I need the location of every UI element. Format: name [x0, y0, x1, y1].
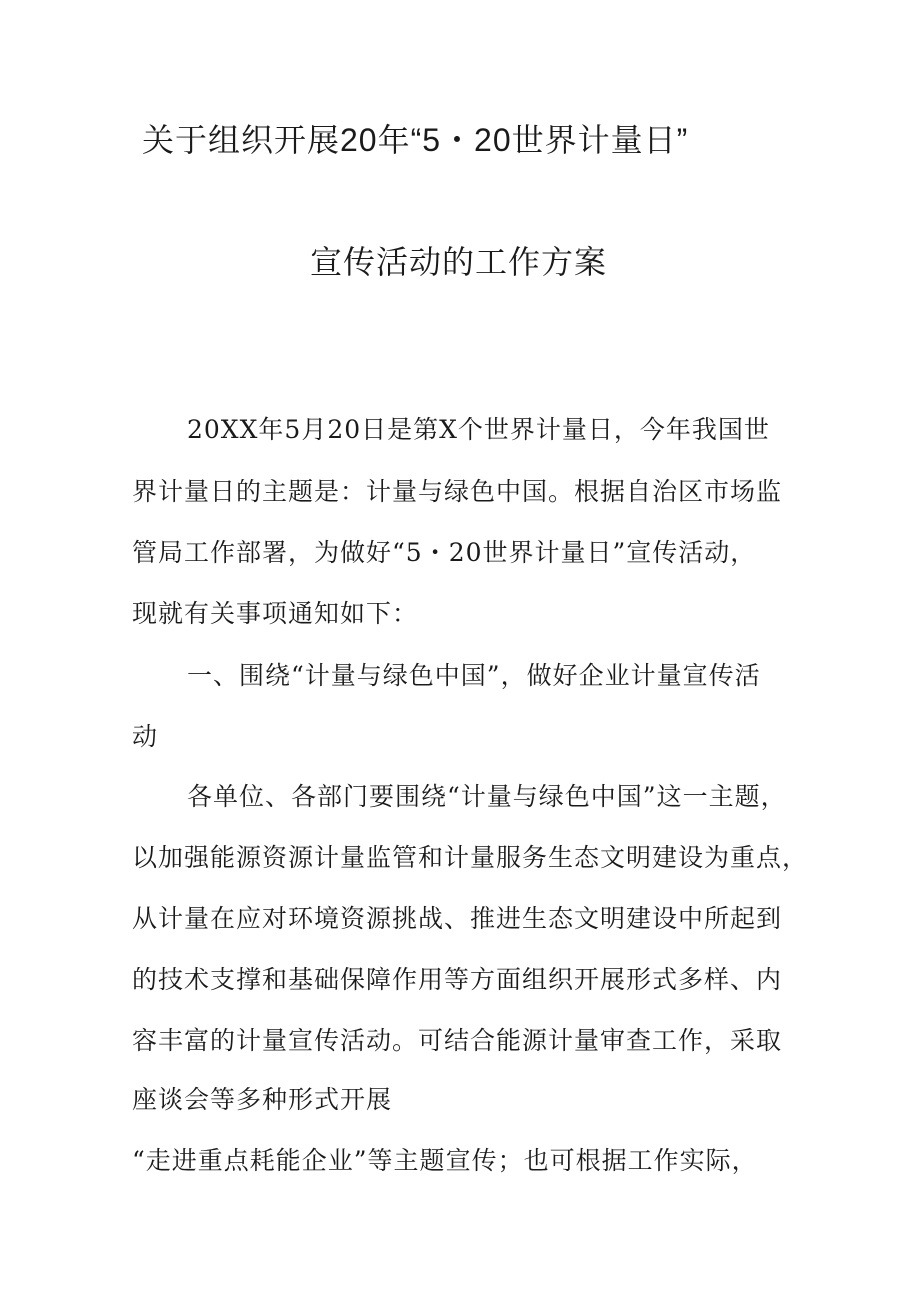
paragraph-line: 以加强能源资源计量监管和计量服务生态文明建设为重点，: [132, 843, 809, 872]
paragraph-line: 界计量日的主题是：计量与绿色中国。根据自治区市场监: [132, 477, 783, 506]
paragraph-line: 20XX年5月20日是第X个世界计量日，今年我国世: [187, 415, 770, 444]
paragraph-line: 容丰富的计量宣传活动。可结合能源计量审查工作，采取: [132, 1026, 783, 1055]
paragraph-line: 管局工作部署，为做好“5・20世界计量日”宣传活动，: [132, 538, 757, 567]
paragraph-line: 各单位、各部门要围绕“计量与绿色中国”这一主题，: [187, 782, 787, 811]
document-title-line-2: 宣传活动的工作方案: [310, 244, 608, 280]
paragraph-line: 从计量在应对环境资源挑战、推进生态文明建设中所起到: [132, 904, 783, 933]
paragraph-line: 的技术支撑和基础保障作用等方面组织开展形式多样、内: [132, 965, 783, 994]
paragraph-line: 座谈会等多种形式开展: [132, 1085, 393, 1114]
section-heading-line: 动: [132, 722, 159, 751]
document-title-line-1: 关于组织开展20年“5・20世界计量日”: [142, 122, 689, 158]
paragraph-line: 现就有关事项通知如下：: [132, 599, 419, 628]
section-heading-line: 一、围绕“计量与绿色中国”，做好企业计量宣传活: [187, 661, 761, 690]
paragraph-line: “走进重点耗能企业”等主题宣传；也可根据工作实际，: [132, 1146, 758, 1175]
